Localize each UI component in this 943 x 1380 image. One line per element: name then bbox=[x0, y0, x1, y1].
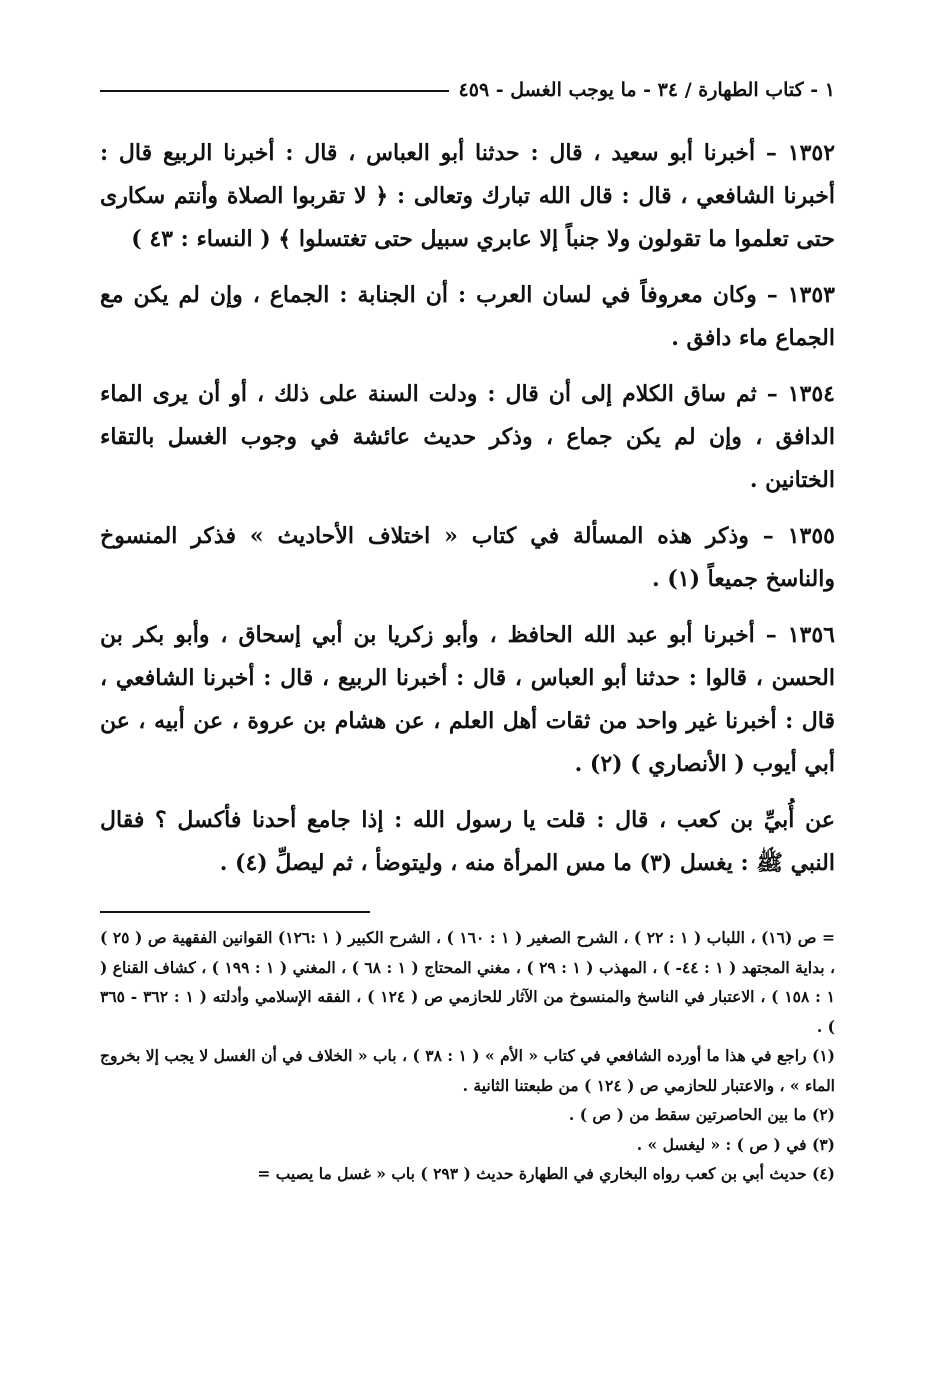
paragraph-text: – وذكر هذه المسألة في كتاب « اختلاف الأحاديث » فذكر المنسوخ والناسخ جميعاً (١) . bbox=[100, 523, 835, 592]
paragraph-number: ١٣٥٢ bbox=[787, 140, 836, 166]
footnote-3: (٣) في ( ص ) : « ليغسل » . bbox=[636, 1134, 835, 1154]
paragraph-number: ١٣٥٣ bbox=[787, 282, 835, 308]
header-rule bbox=[100, 90, 449, 92]
running-title: ١ - كتاب الطهارة / ٣٤ - ما يوجب الغسل - ٤٥٩ bbox=[458, 79, 835, 101]
paragraph-text: – وكان معروفاً في لسان العرب : أن الجنابة : الجماع ، وإن لم يكن مع الجماع ماء دافق . bbox=[100, 282, 835, 351]
paragraph-number: ١٣٥٤ bbox=[787, 381, 835, 407]
main-text bbox=[100, 132, 835, 885]
page-header bbox=[100, 70, 835, 110]
footnote-1: (١) راجع في هذا ما أورده الشافعي في كتاب « الأم » ( ١ : ٣٨ ) ، باب « الخلاف في أن الغسل لا يجب إلا بخروج الماء » ، والاعتبار للحازمي ص ( ١٢٤ ) من طبعتنا الثانية . bbox=[100, 1046, 835, 1095]
paragraph-number: ١٣٥٥ bbox=[787, 523, 835, 549]
paragraph-1354 bbox=[100, 373, 835, 502]
paragraph-hadith-text bbox=[100, 799, 835, 885]
paragraph-number: ١٣٥٦ bbox=[787, 622, 835, 648]
footnotes bbox=[100, 923, 835, 1189]
paragraph-1353 bbox=[100, 274, 835, 360]
paragraph-1356 bbox=[100, 614, 835, 786]
footnote-2: (٢) ما بين الحاصرتين سقط من ( ص ) . bbox=[568, 1105, 835, 1124]
paragraph-1352 bbox=[100, 132, 835, 261]
footnote-4: (٤) حديث أبي بن كعب رواه البخاري في الطهارة حديث ( ٢٩٣ ) باب « غسل ما يصيب = bbox=[257, 1164, 835, 1183]
footnote-continuation: = ص (١٦) ، اللباب ( ١ : ٢٢ ) ، الشرح الصغير ( ١ : ١٦٠ ) ، الشرح الكبير ( ١ :١٢٦) القوانين الفقهية ص ( ٢٥ ) ، بداية المجتهد ( ١ : ٤٤- ) ، المهذب ( ١ : ٢٩ ) ، مغني المحتاج ( ١ : ٦٨ ) ، المغني ( ١ : ١٩٩ ) ، كشاف القناع ( ١ : ١٥٨ ) ، الاعتبار في الناسخ والمنسوخ من الآثار للحازمي ص ( ١٢٤ ) ، الفقه الإسلامي وأدلته ( ١ : ٣٦٢ - ٣٦٥ ) . bbox=[100, 928, 836, 1036]
paragraph-1355 bbox=[100, 515, 835, 601]
paragraph-text: – أخبرنا أبو سعيد ، قال : حدثنا أبو العباس ، قال : أخبرنا الربيع قال : أخبرنا الشافعي ، قال : قال الله تبارك وتعالى : ﴿ لا تقربوا الصلاة وأنتم سكارى حتى تعلموا ما تقولون ولا جنباً إلا عابري سبيل حتى تغتسلوا ﴾ ( النساء : ٤٣ ) bbox=[100, 140, 835, 252]
paragraph-text: عن أُبيِّ بن كعب ، قال : قلت يا رسول الله : إذا جامع أحدنا فأكسل ؟ فقال النبي ﷺ : يغسل (٣) ما مس المرأة منه ، وليتوضأ ، ثم ليصلِّ (٤) . bbox=[100, 807, 835, 876]
paragraph-text: – ثم ساق الكلام إلى أن قال : ودلت السنة على ذلك ، أو أن يرى الماء الدافق ، وإن لم يكن جماع ، وذكر حديث عائشة في وجوب الغسل بالتقاء الختانين . bbox=[100, 381, 835, 493]
book-page bbox=[100, 70, 835, 1330]
paragraph-text: – أخبرنا أبو عبد الله الحافظ ، وأبو زكريا بن أبي إسحاق ، وأبو بكر بن الحسن ، قالوا : حدثنا أبو العباس ، قال : أخبرنا الربيع ، قال : أخبرنا الشافعي ، قال : أخبرنا غير واحد من ثقات أهل العلم ، عن هشام بن عروة ، عن أبيه ، عن أبي أيوب ( الأنصاري ) (٢) . bbox=[100, 622, 835, 777]
footnote-rule bbox=[100, 911, 370, 913]
